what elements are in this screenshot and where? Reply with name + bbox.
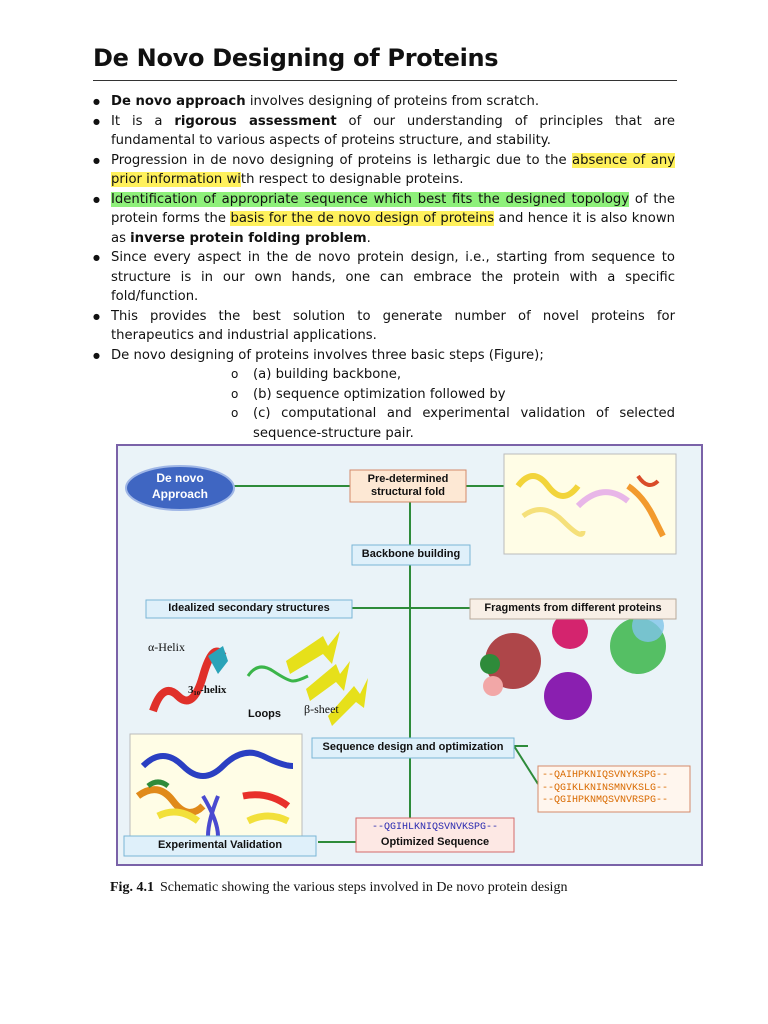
de-novo-line1: De novo <box>156 471 204 485</box>
alpha-helix-label: α-Helix <box>148 640 185 654</box>
bold-term: De novo approach <box>111 94 246 109</box>
structure-image-panel <box>504 454 676 554</box>
step-item: o (a) building backbone, <box>231 365 675 385</box>
bullet-text: and hence it is also known as <box>111 211 675 246</box>
sequence-line: --QGIHPKNMQSVNVRSPG-- <box>542 795 669 806</box>
bullet-item <box>93 346 675 444</box>
optimized-sequence-box <box>356 821 514 849</box>
bullet-item <box>93 190 675 249</box>
sequence-design-label: Sequence design and optimization <box>322 741 504 753</box>
predetermined-fold-label <box>350 473 466 499</box>
idealized-structures-label: Idealized secondary structures <box>168 602 330 614</box>
predetermined-line1: Pre-determined <box>367 473 449 485</box>
bullet-item <box>93 112 675 151</box>
bullet-text: It is a <box>111 113 175 129</box>
caption-text: Schematic showing the various steps involved in De novo protein design <box>159 880 568 895</box>
bullet-text: involves designing of proteins from scratch. <box>245 94 540 109</box>
bullet-text: Progression in de novo designing of proteins is lethargic due to the <box>111 152 573 168</box>
highlight-yellow: absence of any prior information wi <box>111 152 675 187</box>
de-novo-line2: Approach <box>151 487 208 501</box>
bullet-item <box>93 151 675 190</box>
bullet-text: of the protein forms the <box>111 191 675 226</box>
sequence-line: --QGIKLKNINSMNVKSLG-- <box>542 782 669 794</box>
title-rule <box>93 80 677 81</box>
helix-310-label: 3₁₀-helix <box>188 684 227 696</box>
figure-caption <box>110 880 567 896</box>
bullet-text: . <box>366 230 371 246</box>
fragments-label: Fragments from different proteins <box>484 602 662 614</box>
bold-term: rigorous assessment <box>174 113 337 129</box>
bullet-text: of our understanding of principles that are fundamental to various aspects of proteins structure, and stability. <box>111 113 675 148</box>
experimental-validation-label: Experimental Validation <box>157 839 283 851</box>
step-item: o (b) sequence optimization followed by <box>231 385 675 405</box>
backbone-building-label: Backbone building <box>361 548 461 560</box>
loops-label: Loops <box>248 708 281 720</box>
bold-term: inverse protein folding problem <box>130 230 367 246</box>
sequence-line: --QAIHPKNIQSVNYKSPG-- <box>542 770 669 781</box>
page-title: De Novo Designing of Proteins <box>93 44 499 72</box>
highlight-yellow: basis for the de novo design of proteins <box>230 211 495 226</box>
bullet-item: ● This provides the best solution to generate number of novel proteins for therapeutics and industrial applications. <box>93 307 675 346</box>
de-novo-label <box>126 470 234 502</box>
optimized-sequence-label: Optimized Sequence <box>380 836 490 848</box>
caption-label: Fig. 4.1 <box>110 880 154 895</box>
bullet-item: ● Since every aspect in the de novo protein design, i.e., starting from sequence to structure is in our own hands, one can embrace the protein with a specific fold/function. <box>93 248 675 307</box>
beta-sheet-label: β-sheet <box>304 702 339 716</box>
step-item: o (c) computational and experimental validation of selected sequence-structure pair. <box>231 404 675 443</box>
step-list <box>111 365 675 443</box>
figure-schematic <box>116 444 703 866</box>
bullet-item <box>93 92 675 112</box>
fragments-art <box>480 610 666 720</box>
candidate-sequences <box>542 770 668 808</box>
bullet-text: De novo designing of proteins involves three basic steps (Figure); <box>111 347 544 363</box>
bullet-list <box>93 92 675 443</box>
bullet-text: th respect to designable proteins. <box>240 172 464 187</box>
optimized-sequence-text: --QGIHLKNIQSVNVKSPG-- <box>371 822 499 833</box>
highlight-green: Identification of appropriate sequence which best fits the designed topology <box>111 191 630 207</box>
predetermined-line2: structural fold <box>371 486 445 498</box>
